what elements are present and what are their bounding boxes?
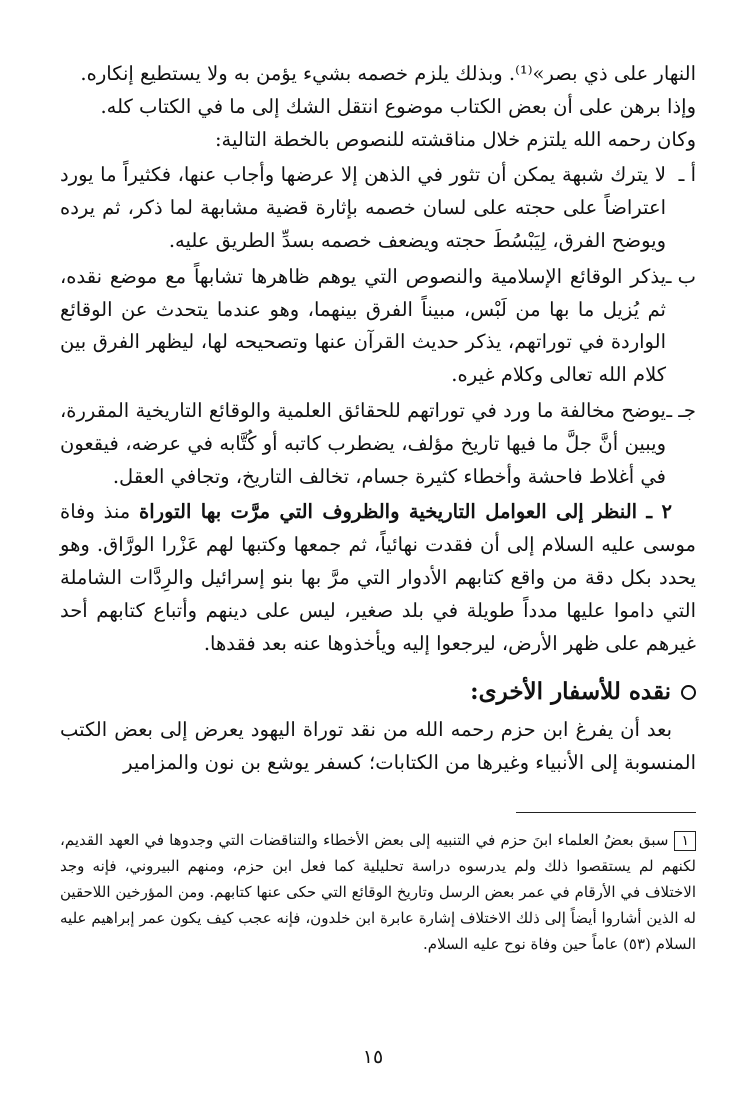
list-text: يوضح مخالفة ما ورد في توراتهم للحقائق العلمية والوقائع التاريخية المقررة، ويبين أنَّ جلَّ ما فيها تاريخ مؤلف، يضطرب كاتبه أو كُتَّابه في عرضه، فيقعون في أغلاط فاحشة وأخطاء كثيرة جسام، تخالف التاريخ، وتجافي العقل. <box>60 398 666 488</box>
main-text <box>60 58 696 780</box>
footnote-divider <box>516 812 696 813</box>
list-marker: ب ـ <box>665 264 696 288</box>
footnote-1 <box>60 827 696 957</box>
footnote-number: ١ <box>674 831 696 851</box>
list-marker: أ ـ <box>678 163 696 187</box>
section-heading <box>60 676 696 708</box>
footnotes <box>60 827 696 957</box>
page-number: ١٥ <box>362 1046 384 1068</box>
circle-bullet-icon <box>681 685 696 700</box>
section-2-paragraph <box>60 496 696 660</box>
section-heading-text: نقده للأسفار الأخرى: <box>470 678 671 706</box>
last-paragraph: بعد أن يفرغ ابن حزم رحمه الله من نقد توراة اليهود يعرض إلى بعض الكتب المنسوبة إلى الأنبياء وغيرها من الكتابات؛ كسفر يوشع بن نون والمزامير <box>60 718 696 775</box>
paragraph-3: وكان رحمه الله يلتزم خلال مناقشته للنصوص بالخطة التالية: <box>214 127 696 151</box>
section-2-lead: ٢ ـ النظر إلى العوامل التاريخية والظروف التي مرَّت بها التوراة <box>139 500 672 524</box>
footnote-text: سبق بعضُ العلماء ابنَ حزم في التنبيه إلى بعض الأخطاء والتناقضات التي وجدوها في العهد القديم، لكنهم لم يستقصوا ذلك ولم يدرسوه دراسة تحليلية كما فعل ابن حزم، ومنهم البيروني، فإنه وجد الاختلاف في الأرقام في عمر بعض الرسل وتاريخ الوقائع التي حكى عنها كتابهم. ومن المؤرخين اللاحقين له الذين أشاروا أيضاً إلى ذلك الاختلاف إشارة عابرة ابن خلدون، فإنه عجب كيف يكون عمر إبراهيم عليه السلام (٥٣) عاماً حين وفاة نوح عليه السلام. <box>60 830 696 953</box>
paragraph-2: وإذا برهن على أن بعض الكتاب موضوع انتقل الشك إلى ما في الكتاب كله. <box>100 94 696 118</box>
list-item-jim <box>60 395 696 493</box>
list-item-alef <box>60 159 696 257</box>
section-2-rest: منذ وفاة موسى عليه السلام إلى أن فقدت نهائياً، ثم جمعها وكتبها لهم عَزْرا الورَّاق. وهو يحدد بكل دقة من واقع كتابهم الأدوار التي مرَّ بها بنو إسرائيل والرِدَّات الشاملة التي داموا عليها مدداً طويلة في بلد صغير، ليس على دينهم وأتباع كتابهم أحد غيرهم على ظهر الأرض، ليرجعوا إليه ويأخذوها عنه بعد فقدها. <box>60 500 696 655</box>
paragraph-1: النهار على ذي بصر»⁽¹⁾. وبذلك يلزم خصمه بشيء يؤمن به ولا يستطيع إنكاره. <box>80 62 696 85</box>
list-text: يذكر الوقائع الإسلامية والنصوص التي يوهم ظاهرها تشابهاً مع موضع نقده، ثم يُزيل ما بها من لَبْس، مبيناً الفرق بينهما، وهو عندما يتحدث عن الوقائع الواردة في توراتهم، يذكر حديث القرآن عنها وتصحيحه لها، ليظهر الفرق بين كلام الله تعالى وكلام غيره. <box>60 264 666 387</box>
list-text: لا يترك شبهة يمكن أن تثور في الذهن إلا عرضها وأجاب عنها، فكثيراً ما يورد اعتراضاً على حجته على لسان خصمه بإثارة قضية مشابهة لما ذكر، ثم يرده ويوضح الفرق، لِيَبْسُطَ حجته ويضعف خصمه بسدِّ الطريق عليه. <box>60 163 666 252</box>
list-item-ba <box>60 261 696 392</box>
list-marker: جـ ـ <box>666 398 696 422</box>
